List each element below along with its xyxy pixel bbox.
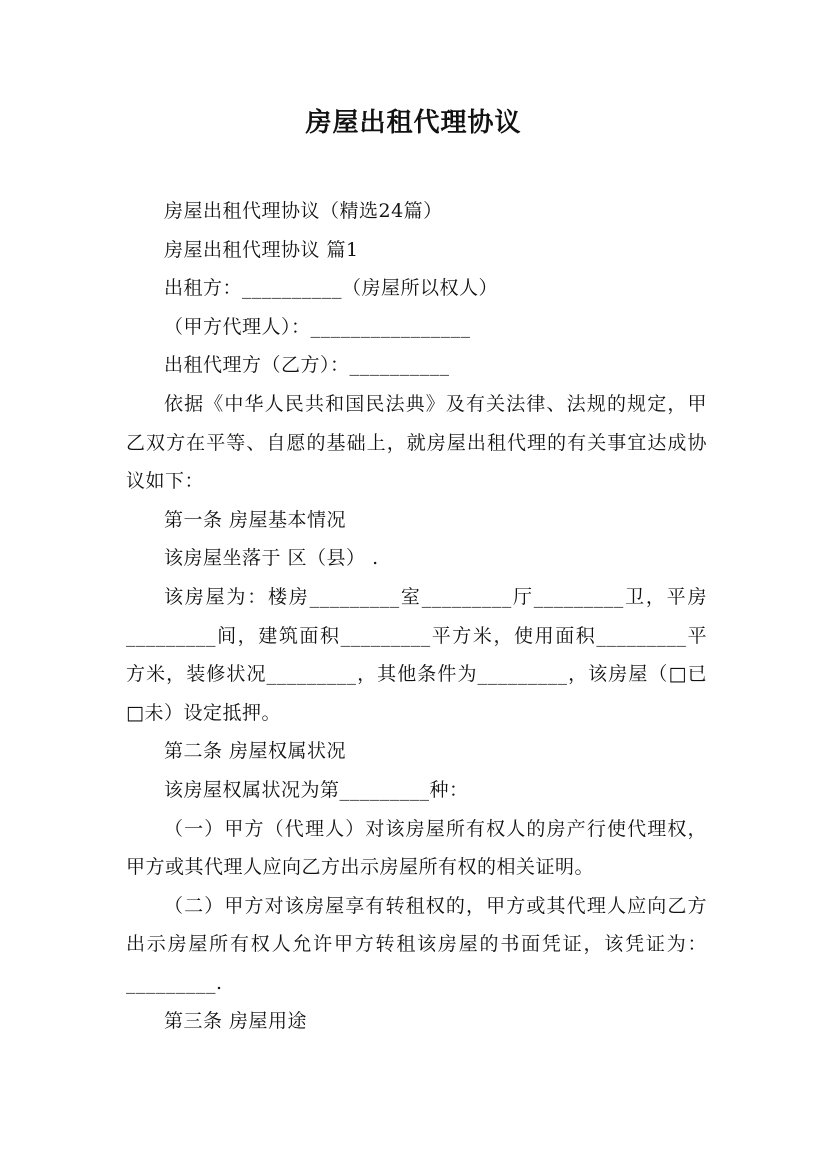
paragraph-party-b: 出租代理方（乙方）：__________ [164, 354, 450, 377]
paragraph-ownership-1: （一）甲方（代理人）对该房屋所有权人的房产行使代理权，甲方或其代理人应向乙方出示房屋所有权的相关证明。 [126, 817, 707, 879]
paragraph-section-heading: 房屋出租代理协议 篇1 [164, 238, 359, 261]
paragraph-house-details: 该房屋为：楼房_________室_________厅_________卫，平房_________间，建筑面积_________平方米，使用面积_________平方米，装修状况_________，其他条件为_________，该房屋（□已□未）设定抵押。 [126, 585, 707, 724]
paragraph-article-3-heading: 第三条 房屋用途 [164, 1010, 308, 1033]
paragraph-preamble: 依据《中华人民共和国民法典》及有关法律、法规的规定，甲乙双方在平等、自愿的基础上，就房屋出租代理的有关事宜达成协议如下： [126, 392, 707, 493]
paragraph-lessor: 出租方：__________（房屋所以权人） [164, 277, 499, 300]
paragraph-subtitle: 房屋出租代理协议（精选24篇） [164, 200, 443, 222]
paragraph-ownership-type: 该房屋权属状况为第_________种： [164, 778, 469, 801]
document-title: 房屋出租代理协议 [305, 108, 522, 138]
paragraph-article-2-heading: 第二条 房屋权属状况 [164, 740, 347, 763]
paragraph-article-1-heading: 第一条 房屋基本情况 [164, 508, 347, 531]
paragraph-party-a-agent: （甲方代理人）：________________ [164, 315, 471, 338]
paragraph-location: 该房屋坐落于 区（县） . [164, 547, 379, 570]
paragraph-ownership-2: （二）甲方对该房屋享有转租权的，甲方或其代理人应向乙方出示房屋所有权人允许甲方转租该房屋的书面凭证，该凭证为：_________. [126, 894, 707, 994]
document-body [126, 192, 707, 1041]
